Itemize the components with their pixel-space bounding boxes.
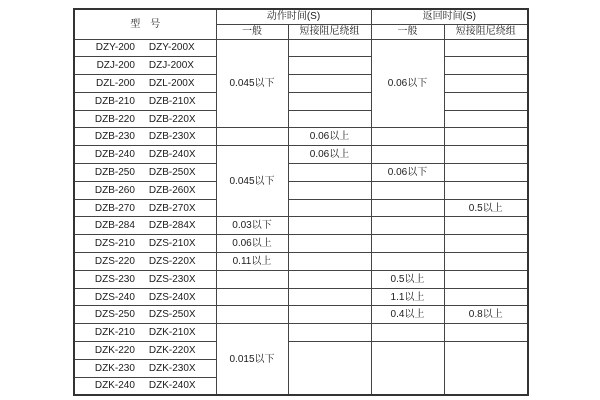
return-general-cell bbox=[371, 235, 444, 253]
model-cell bbox=[74, 146, 216, 164]
return-damped-cell bbox=[444, 288, 528, 306]
model-name: DZB-220 bbox=[94, 113, 135, 125]
action-damped-cell bbox=[288, 342, 371, 395]
return-general-cell bbox=[371, 324, 444, 342]
action-damped-cell bbox=[288, 181, 371, 199]
model-name: DZB-270X bbox=[148, 202, 196, 214]
model-cell bbox=[74, 270, 216, 288]
action-damped-cell bbox=[288, 75, 371, 93]
model-pair bbox=[75, 167, 216, 178]
model-pair bbox=[75, 292, 216, 303]
model-name: DZL-200 bbox=[96, 77, 135, 89]
table-row bbox=[74, 110, 528, 128]
model-pair bbox=[75, 238, 216, 249]
header-row-groups bbox=[74, 9, 528, 24]
table-header bbox=[74, 9, 528, 39]
return-damped-cell bbox=[444, 270, 528, 288]
model-name: DZS-230 bbox=[94, 273, 135, 285]
header-return-time: 返回时间(S) bbox=[371, 9, 528, 24]
model-pair bbox=[75, 149, 216, 160]
model-cell bbox=[74, 57, 216, 75]
header-return-general: 一般 bbox=[371, 24, 444, 39]
model-name: DZB-230X bbox=[148, 131, 196, 143]
model-cell bbox=[74, 217, 216, 235]
model-name: DZB-284X bbox=[148, 220, 196, 232]
table-row bbox=[74, 146, 528, 164]
model-name: DZK-230X bbox=[148, 362, 196, 374]
model-pair bbox=[75, 309, 216, 320]
header-model: 型 号 bbox=[74, 9, 216, 39]
model-pair bbox=[75, 131, 216, 142]
model-name: DZY-200 bbox=[95, 42, 135, 54]
return-damped-cell bbox=[444, 164, 528, 182]
model-name: DZS-210 bbox=[94, 238, 135, 250]
model-name: DZS-210X bbox=[148, 238, 196, 250]
table-row bbox=[74, 181, 528, 199]
return-damped-cell bbox=[444, 324, 528, 342]
model-cell bbox=[74, 128, 216, 146]
model-cell bbox=[74, 253, 216, 271]
table-row bbox=[74, 235, 528, 253]
action-damped-cell bbox=[288, 199, 371, 217]
model-name: DZL-200X bbox=[148, 77, 195, 89]
return-damped-cell bbox=[444, 92, 528, 110]
action-general-cell bbox=[216, 270, 288, 288]
return-damped-cell bbox=[444, 75, 528, 93]
return-damped-cell bbox=[444, 57, 528, 75]
model-name: DZB-210X bbox=[148, 95, 196, 107]
model-cell bbox=[74, 288, 216, 306]
return-damped-cell: 0.8以上 bbox=[444, 306, 528, 324]
model-pair bbox=[75, 380, 216, 391]
return-damped-cell bbox=[444, 128, 528, 146]
model-name: DZB-230 bbox=[94, 131, 135, 143]
return-general-cell bbox=[371, 146, 444, 164]
header-action-time: 动作时间(S) bbox=[216, 9, 371, 24]
model-cell bbox=[74, 39, 216, 57]
model-name: DZJ-200X bbox=[148, 60, 194, 72]
table-row bbox=[74, 75, 528, 93]
action-damped-cell bbox=[288, 306, 371, 324]
model-name: DZK-220 bbox=[94, 344, 135, 356]
model-pair bbox=[75, 78, 216, 89]
action-general-cell: 0.045以下 bbox=[216, 39, 288, 128]
table-row bbox=[74, 288, 528, 306]
model-name: DZB-270 bbox=[94, 202, 135, 214]
return-damped-cell: 0.5以上 bbox=[444, 199, 528, 217]
model-pair bbox=[75, 114, 216, 125]
return-damped-cell bbox=[444, 181, 528, 199]
model-pair bbox=[75, 203, 216, 214]
model-pair bbox=[75, 96, 216, 107]
model-cell bbox=[74, 306, 216, 324]
action-damped-cell: 0.06以上 bbox=[288, 146, 371, 164]
return-damped-cell bbox=[444, 235, 528, 253]
model-name: DZK-240X bbox=[148, 380, 196, 392]
return-general-cell bbox=[371, 253, 444, 271]
model-pair bbox=[75, 256, 216, 267]
table-row bbox=[74, 324, 528, 342]
model-name: DZB-260X bbox=[148, 184, 196, 196]
model-cell bbox=[74, 235, 216, 253]
model-name: DZB-260 bbox=[94, 184, 135, 196]
model-name: DZS-220X bbox=[148, 255, 196, 267]
header-return-damped: 短接阻尼绕组 bbox=[444, 24, 528, 39]
model-name: DZB-250 bbox=[94, 166, 135, 178]
action-general-cell bbox=[216, 288, 288, 306]
model-pair bbox=[75, 363, 216, 374]
action-damped-cell bbox=[288, 39, 371, 57]
model-name: DZK-230 bbox=[94, 362, 135, 374]
return-damped-cell bbox=[444, 217, 528, 235]
table-row bbox=[74, 128, 528, 146]
header-action-general: 一般 bbox=[216, 24, 288, 39]
model-pair bbox=[75, 185, 216, 196]
model-cell bbox=[74, 377, 216, 395]
action-general-cell bbox=[216, 306, 288, 324]
action-general-cell bbox=[216, 128, 288, 146]
return-general-cell: 0.5以上 bbox=[371, 270, 444, 288]
model-cell bbox=[74, 324, 216, 342]
model-name: DZK-210X bbox=[148, 327, 196, 339]
model-pair bbox=[75, 345, 216, 356]
action-damped-cell bbox=[288, 253, 371, 271]
table-row bbox=[74, 199, 528, 217]
model-name: DZY-200X bbox=[148, 42, 195, 54]
model-cell bbox=[74, 164, 216, 182]
return-general-cell bbox=[371, 128, 444, 146]
model-name: DZJ-200 bbox=[96, 60, 135, 72]
action-damped-cell bbox=[288, 110, 371, 128]
model-name: DZB-250X bbox=[148, 166, 196, 178]
action-general-cell: 0.11以上 bbox=[216, 253, 288, 271]
model-pair bbox=[75, 327, 216, 338]
return-general-cell bbox=[371, 342, 444, 395]
model-pair bbox=[75, 220, 216, 231]
action-damped-cell bbox=[288, 324, 371, 342]
model-name: DZK-240 bbox=[94, 380, 135, 392]
return-general-cell: 0.06以下 bbox=[371, 164, 444, 182]
action-general-cell: 0.03以下 bbox=[216, 217, 288, 235]
spec-table bbox=[73, 8, 529, 396]
model-name: DZS-250X bbox=[148, 309, 196, 321]
model-cell bbox=[74, 181, 216, 199]
model-name: DZB-240 bbox=[94, 149, 135, 161]
table-row bbox=[74, 253, 528, 271]
model-name: DZB-210 bbox=[94, 95, 135, 107]
action-damped-cell bbox=[288, 217, 371, 235]
return-damped-cell bbox=[444, 342, 528, 395]
table-row bbox=[74, 270, 528, 288]
return-damped-cell bbox=[444, 110, 528, 128]
return-general-cell bbox=[371, 199, 444, 217]
model-pair bbox=[75, 274, 216, 285]
action-damped-cell bbox=[288, 57, 371, 75]
table-row bbox=[74, 39, 528, 57]
model-name: DZS-220 bbox=[94, 255, 135, 267]
model-name: DZB-220X bbox=[148, 113, 196, 125]
action-damped-cell bbox=[288, 235, 371, 253]
action-damped-cell bbox=[288, 288, 371, 306]
model-cell bbox=[74, 110, 216, 128]
table-body bbox=[74, 39, 528, 395]
action-general-cell: 0.06以上 bbox=[216, 235, 288, 253]
model-cell bbox=[74, 92, 216, 110]
table-row bbox=[74, 164, 528, 182]
model-name: DZK-210 bbox=[94, 327, 135, 339]
table-row bbox=[74, 306, 528, 324]
return-damped-cell bbox=[444, 39, 528, 57]
model-pair bbox=[75, 60, 216, 71]
model-cell bbox=[74, 359, 216, 377]
return-damped-cell bbox=[444, 146, 528, 164]
model-cell bbox=[74, 199, 216, 217]
action-damped-cell: 0.06以上 bbox=[288, 128, 371, 146]
return-general-cell bbox=[371, 217, 444, 235]
model-name: DZS-230X bbox=[148, 273, 196, 285]
action-general-cell: 0.045以下 bbox=[216, 146, 288, 217]
table-row bbox=[74, 92, 528, 110]
model-name: DZS-250 bbox=[94, 309, 135, 321]
model-name: DZB-240X bbox=[148, 149, 196, 161]
action-damped-cell bbox=[288, 270, 371, 288]
model-name: DZB-284 bbox=[94, 220, 135, 232]
action-general-cell: 0.015以下 bbox=[216, 324, 288, 395]
action-damped-cell bbox=[288, 92, 371, 110]
header-action-damped: 短接阻尼绕组 bbox=[288, 24, 371, 39]
model-name: DZS-240X bbox=[148, 291, 196, 303]
model-cell bbox=[74, 342, 216, 360]
model-name: DZS-240 bbox=[94, 291, 135, 303]
return-general-cell: 0.4以上 bbox=[371, 306, 444, 324]
model-pair bbox=[75, 42, 216, 53]
action-damped-cell bbox=[288, 164, 371, 182]
model-name: DZK-220X bbox=[148, 344, 196, 356]
model-cell bbox=[74, 75, 216, 93]
table-row bbox=[74, 57, 528, 75]
return-general-cell bbox=[371, 181, 444, 199]
return-general-cell: 0.06以下 bbox=[371, 39, 444, 128]
return-damped-cell bbox=[444, 253, 528, 271]
table-row bbox=[74, 342, 528, 360]
table-row bbox=[74, 217, 528, 235]
return-general-cell: 1.1以上 bbox=[371, 288, 444, 306]
